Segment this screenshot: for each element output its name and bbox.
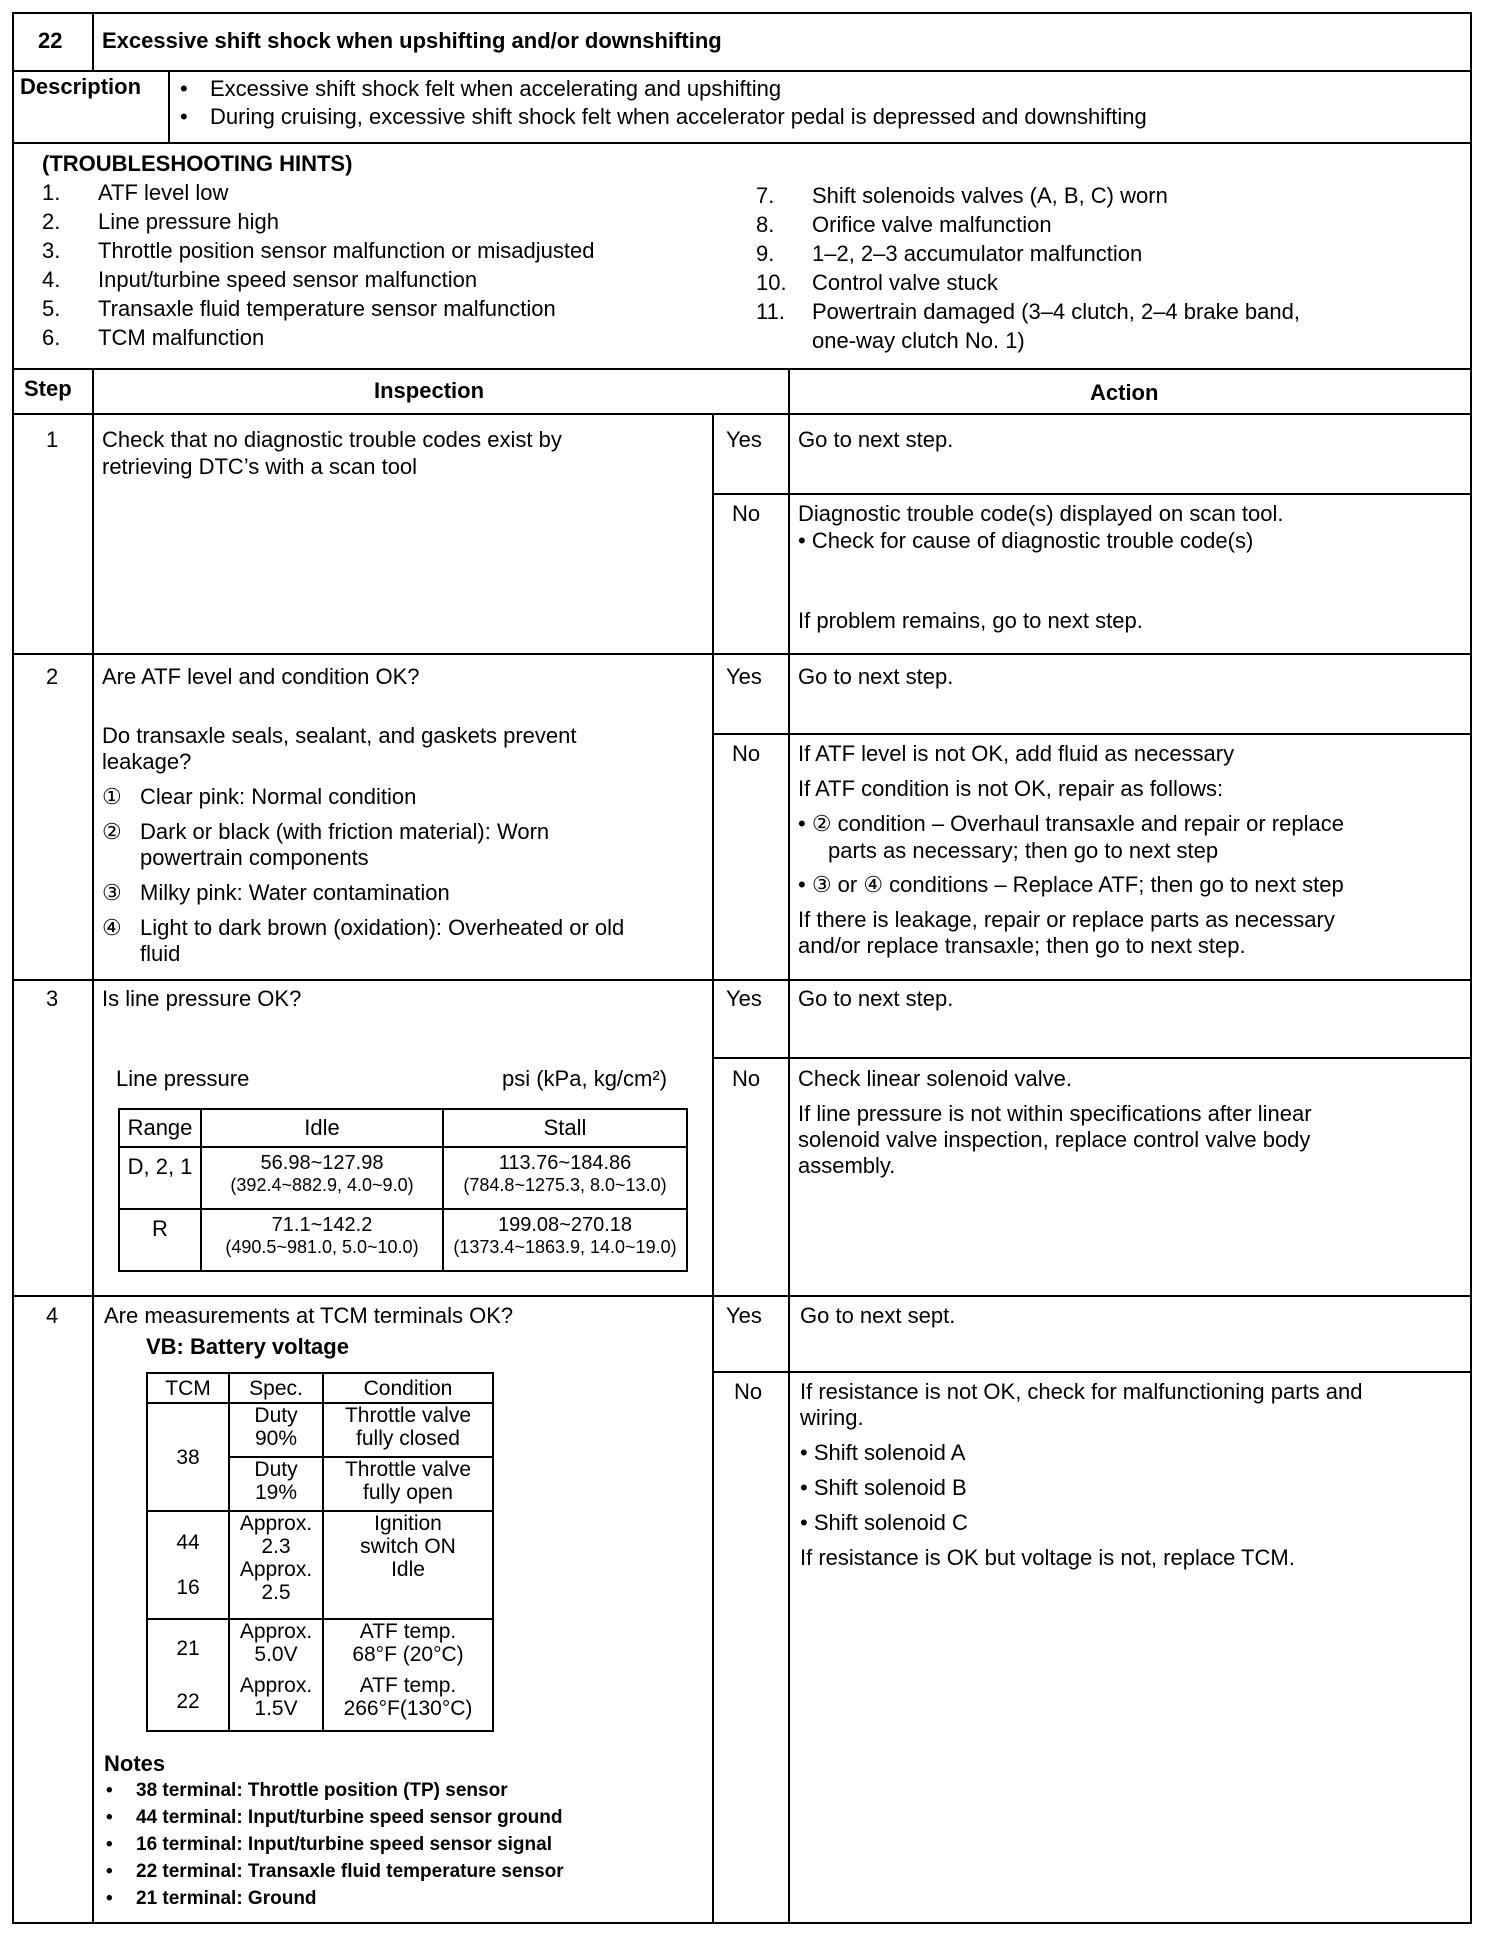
note-item: 22 terminal: Transaxle fluid temperature sensor bbox=[136, 1861, 564, 1882]
hint-number: 10. bbox=[756, 270, 787, 295]
yes-label: Yes bbox=[726, 1303, 762, 1328]
no-action: assembly. bbox=[798, 1153, 896, 1178]
table-row bbox=[147, 1403, 493, 1457]
inspection-text: retrieving DTC’s with a scan tool bbox=[102, 454, 418, 479]
terminal-cell: 38 bbox=[147, 1403, 229, 1511]
range-cell: R bbox=[119, 1209, 201, 1271]
inspection-text: powertrain components bbox=[140, 845, 369, 870]
yes-action: Go to next sept. bbox=[800, 1303, 956, 1328]
hint-text: Transaxle fluid temperature sensor malfunction bbox=[98, 296, 556, 321]
inspection-text: Light to dark brown (oxidation): Overheated or old bbox=[140, 915, 625, 940]
no-action: and/or replace transaxle; then go to next step. bbox=[798, 933, 1246, 958]
condition-cell: Throttle valve fully open bbox=[323, 1457, 493, 1511]
battery-voltage-label: VB: Battery voltage bbox=[146, 1334, 349, 1359]
inspection-text: Milky pink: Water contamination bbox=[140, 880, 450, 905]
hint-number: 6. bbox=[42, 325, 61, 350]
inspection-text: fluid bbox=[140, 941, 181, 966]
table-row bbox=[147, 1511, 493, 1619]
step-number: 1 bbox=[46, 427, 59, 452]
no-action: Check linear solenoid valve. bbox=[798, 1066, 1072, 1091]
table-row bbox=[119, 1147, 687, 1209]
yes-label: Yes bbox=[726, 664, 762, 689]
table-header: Spec. bbox=[229, 1373, 323, 1403]
notes-title: Notes bbox=[104, 1751, 166, 1776]
no-label: No bbox=[732, 1066, 761, 1091]
table-row bbox=[119, 1209, 687, 1271]
hint-number: 5. bbox=[42, 296, 61, 321]
table-header: Range bbox=[119, 1109, 201, 1147]
spec-cell: Approx. 5.0V Approx. 1.5V bbox=[229, 1619, 323, 1731]
step-number: 2 bbox=[46, 664, 59, 689]
inspection-text: Dark or black (with friction material): Worn bbox=[140, 819, 550, 844]
hint-text: 1–2, 2–3 accumulator malfunction bbox=[812, 241, 1143, 266]
no-action: If resistance is not OK, check for malfunctioning parts and bbox=[800, 1379, 1363, 1404]
condition-marker: ② bbox=[102, 819, 122, 844]
table-row bbox=[147, 1619, 493, 1731]
no-action: parts as necessary; then go to next step bbox=[828, 838, 1219, 863]
condition-cell: ATF temp. 68°F (20°C) ATF temp. 266°F(130°C) bbox=[323, 1619, 493, 1731]
yes-label: Yes bbox=[726, 986, 762, 1011]
description-bullet: • bbox=[180, 76, 188, 101]
description-label: Description bbox=[20, 74, 142, 99]
no-action: If ATF level is not OK, add fluid as necessary bbox=[798, 741, 1235, 766]
hint-number: 8. bbox=[756, 212, 775, 237]
hint-number: 2. bbox=[42, 209, 61, 234]
range-cell: D, 2, 1 bbox=[119, 1147, 201, 1209]
hint-text: TCM malfunction bbox=[98, 325, 265, 350]
inspection-text: Is line pressure OK? bbox=[102, 986, 302, 1011]
hint-text: Orifice valve malfunction bbox=[812, 212, 1052, 237]
spec-cell: Duty 19% bbox=[229, 1457, 323, 1511]
spec-cell: Approx. 2.3 Approx. 2.5 bbox=[229, 1511, 323, 1619]
condition-marker: ③ bbox=[102, 880, 122, 905]
hint-text: Shift solenoids valves (A, B, C) worn bbox=[812, 183, 1168, 208]
terminal-cell: 21 22 bbox=[147, 1619, 229, 1731]
no-action: • Shift solenoid C bbox=[800, 1510, 968, 1535]
no-action: • Shift solenoid B bbox=[800, 1475, 967, 1500]
note-item: 44 terminal: Input/turbine speed sensor ground bbox=[136, 1807, 563, 1828]
hint-number: 3. bbox=[42, 238, 61, 263]
hint-text: Throttle position sensor malfunction or misadjusted bbox=[98, 238, 595, 263]
inspection-text: Do transaxle seals, sealant, and gaskets prevent bbox=[102, 723, 577, 748]
note-item: 16 terminal: Input/turbine speed sensor signal bbox=[136, 1834, 552, 1855]
no-label: No bbox=[732, 741, 761, 766]
stall-cell: 199.08~270.18 (1373.4~1863.9, 14.0~19.0) bbox=[443, 1209, 687, 1271]
hints-title: (TROUBLESHOOTING HINTS) bbox=[42, 151, 353, 176]
note-item: 38 terminal: Throttle position (TP) sensor bbox=[136, 1780, 508, 1801]
column-header-step: Step bbox=[24, 376, 72, 401]
no-action: • ③ or ④ conditions – Replace ATF; then go to next step bbox=[798, 872, 1344, 897]
condition-marker: ④ bbox=[102, 915, 122, 940]
no-action: If ATF condition is not OK, repair as follows: bbox=[798, 776, 1224, 801]
description-item: During cruising, excessive shift shock felt when accelerator pedal is depressed and downshifting bbox=[210, 104, 1147, 129]
terminal-cell: 44 16 bbox=[147, 1511, 229, 1619]
inspection-text: leakage? bbox=[102, 749, 192, 774]
section-title: Excessive shift shock when upshifting and/or downshifting bbox=[102, 28, 722, 53]
no-action: • ② condition – Overhaul transaxle and repair or replace bbox=[798, 811, 1344, 836]
no-action: If line pressure is not within specifications after linear bbox=[798, 1101, 1312, 1126]
inspection-text: Check that no diagnostic trouble codes exist by bbox=[102, 427, 562, 452]
inspection-text: Are measurements at TCM terminals OK? bbox=[104, 1303, 514, 1328]
column-header-inspection: Inspection bbox=[374, 378, 485, 403]
section-number: 22 bbox=[38, 28, 63, 53]
no-action: Diagnostic trouble code(s) displayed on scan tool. bbox=[798, 501, 1284, 526]
stall-cell: 113.76~184.86 (784.8~1275.3, 8.0~13.0) bbox=[443, 1147, 687, 1209]
description-item: Excessive shift shock felt when accelerating and upshifting bbox=[210, 76, 782, 101]
yes-action: Go to next step. bbox=[798, 664, 954, 689]
step-number: 4 bbox=[46, 1303, 59, 1328]
no-label: No bbox=[734, 1379, 763, 1404]
condition-marker: ① bbox=[102, 784, 122, 809]
hint-number: 7. bbox=[756, 183, 775, 208]
no-action: • Shift solenoid A bbox=[800, 1440, 966, 1465]
hint-text: Powertrain damaged (3–4 clutch, 2–4 brake band, bbox=[812, 299, 1300, 324]
tcm-terminal-table bbox=[146, 1372, 494, 1732]
hint-text: one-way clutch No. 1) bbox=[812, 328, 1025, 353]
step-number: 3 bbox=[46, 986, 59, 1011]
inspection-text: Are ATF level and condition OK? bbox=[102, 664, 420, 689]
hint-number: 9. bbox=[756, 241, 775, 266]
table-header: Condition bbox=[323, 1373, 493, 1403]
no-action: If there is leakage, repair or replace parts as necessary bbox=[798, 907, 1335, 932]
hint-text: Line pressure high bbox=[98, 209, 280, 234]
hint-text: Control valve stuck bbox=[812, 270, 998, 295]
line-pressure-table bbox=[118, 1108, 688, 1272]
hint-number: 11. bbox=[756, 299, 785, 324]
table-header: Idle bbox=[201, 1109, 443, 1147]
condition-cell: Ignition switch ON Idle bbox=[323, 1511, 493, 1619]
note-item: 21 terminal: Ground bbox=[136, 1888, 317, 1909]
no-action: If problem remains, go to next step. bbox=[798, 608, 1143, 633]
no-action: solenoid valve inspection, replace control valve body bbox=[798, 1127, 1311, 1152]
condition-cell: Throttle valve fully closed bbox=[323, 1403, 493, 1457]
line-pressure-title: Line pressure bbox=[116, 1066, 250, 1091]
hint-text: ATF level low bbox=[98, 180, 229, 205]
hint-number: 4. bbox=[42, 267, 61, 292]
no-action: If resistance is OK but voltage is not, replace TCM. bbox=[800, 1545, 1295, 1570]
description-bullet: • bbox=[180, 104, 188, 129]
no-action: • Check for cause of diagnostic trouble code(s) bbox=[798, 528, 1254, 553]
spec-cell: Duty 90% bbox=[229, 1403, 323, 1457]
column-header-action: Action bbox=[1090, 380, 1159, 405]
table-header: TCM bbox=[147, 1373, 229, 1403]
hint-number: 1. bbox=[42, 180, 61, 205]
yes-action: Go to next step. bbox=[798, 427, 954, 452]
yes-action: Go to next step. bbox=[798, 986, 954, 1011]
table-header: Stall bbox=[443, 1109, 687, 1147]
yes-label: Yes bbox=[726, 427, 762, 452]
idle-cell: 56.98~127.98 (392.4~882.9, 4.0~9.0) bbox=[201, 1147, 443, 1209]
idle-cell: 71.1~142.2 (490.5~981.0, 5.0~10.0) bbox=[201, 1209, 443, 1271]
no-action: wiring. bbox=[800, 1405, 864, 1430]
no-label: No bbox=[732, 501, 761, 526]
hint-text: Input/turbine speed sensor malfunction bbox=[98, 267, 478, 292]
inspection-text: Clear pink: Normal condition bbox=[140, 784, 417, 809]
line-pressure-units: psi (kPa, kg/cm²) bbox=[502, 1066, 668, 1091]
